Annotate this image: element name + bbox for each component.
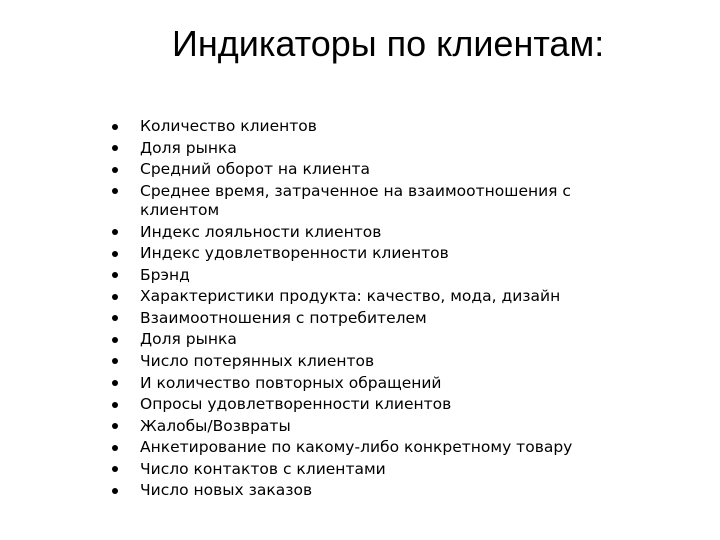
list-item-text: Опросы удовлетворенности клиентов	[140, 395, 452, 414]
slide-title: Индикаторы по клиентам:	[172, 23, 605, 64]
list-item	[108, 139, 578, 159]
list-item-text: Средний оборот на клиента	[140, 160, 371, 179]
bullet-icon	[112, 145, 118, 151]
list-item-text: Характеристики продукта: качество, мода, дизайн	[140, 287, 561, 306]
bullet-icon	[112, 229, 118, 235]
list-item-text: Доля рынка	[140, 330, 237, 349]
list-item	[108, 309, 578, 329]
bullet-icon	[112, 445, 118, 451]
list-item-text: Брэнд	[140, 265, 190, 284]
list-item	[108, 417, 578, 437]
list-item-text: Жалобы/Возвраты	[140, 416, 291, 435]
bullet-icon	[112, 294, 118, 300]
indicator-list	[108, 117, 578, 503]
bullet-icon	[112, 188, 118, 194]
list-item	[108, 460, 578, 480]
list-item	[108, 395, 578, 415]
bullet-icon	[112, 466, 118, 472]
bullet-icon	[112, 272, 118, 278]
list-item-text: Число потерянных клиентов	[140, 351, 375, 370]
list-item	[108, 481, 578, 501]
bullet-icon	[112, 488, 118, 494]
list-item-text: Индекс удовлетворенности клиентов	[140, 244, 449, 263]
bullet-icon	[112, 380, 118, 386]
list-item	[108, 117, 578, 137]
list-item-text: Взаимоотношения с потребителем	[140, 308, 427, 327]
list-item	[108, 438, 578, 458]
list-item	[108, 352, 578, 372]
list-item	[108, 223, 578, 243]
list-item	[108, 330, 578, 350]
list-item-text: И количество повторных обращений	[140, 373, 442, 392]
list-item	[108, 182, 578, 221]
list-item-text: Среднее время, затраченное на взаимоотношения с клиентом	[140, 181, 571, 220]
list-item	[108, 287, 578, 307]
list-item	[108, 244, 578, 264]
list-item-text: Число новых заказов	[140, 481, 313, 500]
list-item-text: Доля рынка	[140, 138, 237, 157]
bullet-icon	[112, 337, 118, 343]
bullet-icon	[112, 358, 118, 364]
bullet-icon	[112, 124, 118, 130]
list-item	[108, 266, 578, 286]
list-item	[108, 374, 578, 394]
bullet-icon	[112, 423, 118, 429]
list-item-text: Анкетирование по какому-либо конкретному товару	[140, 438, 573, 457]
bullet-icon	[112, 402, 118, 408]
bullet-icon	[112, 315, 118, 321]
list-item-text: Число контактов с клиентами	[140, 459, 386, 478]
bullet-icon	[112, 251, 118, 257]
list-item-text: Количество клиентов	[140, 117, 317, 135]
list-item-text: Индекс лояльности клиентов	[140, 222, 382, 241]
list-item	[108, 160, 578, 180]
bullet-icon	[112, 167, 118, 173]
